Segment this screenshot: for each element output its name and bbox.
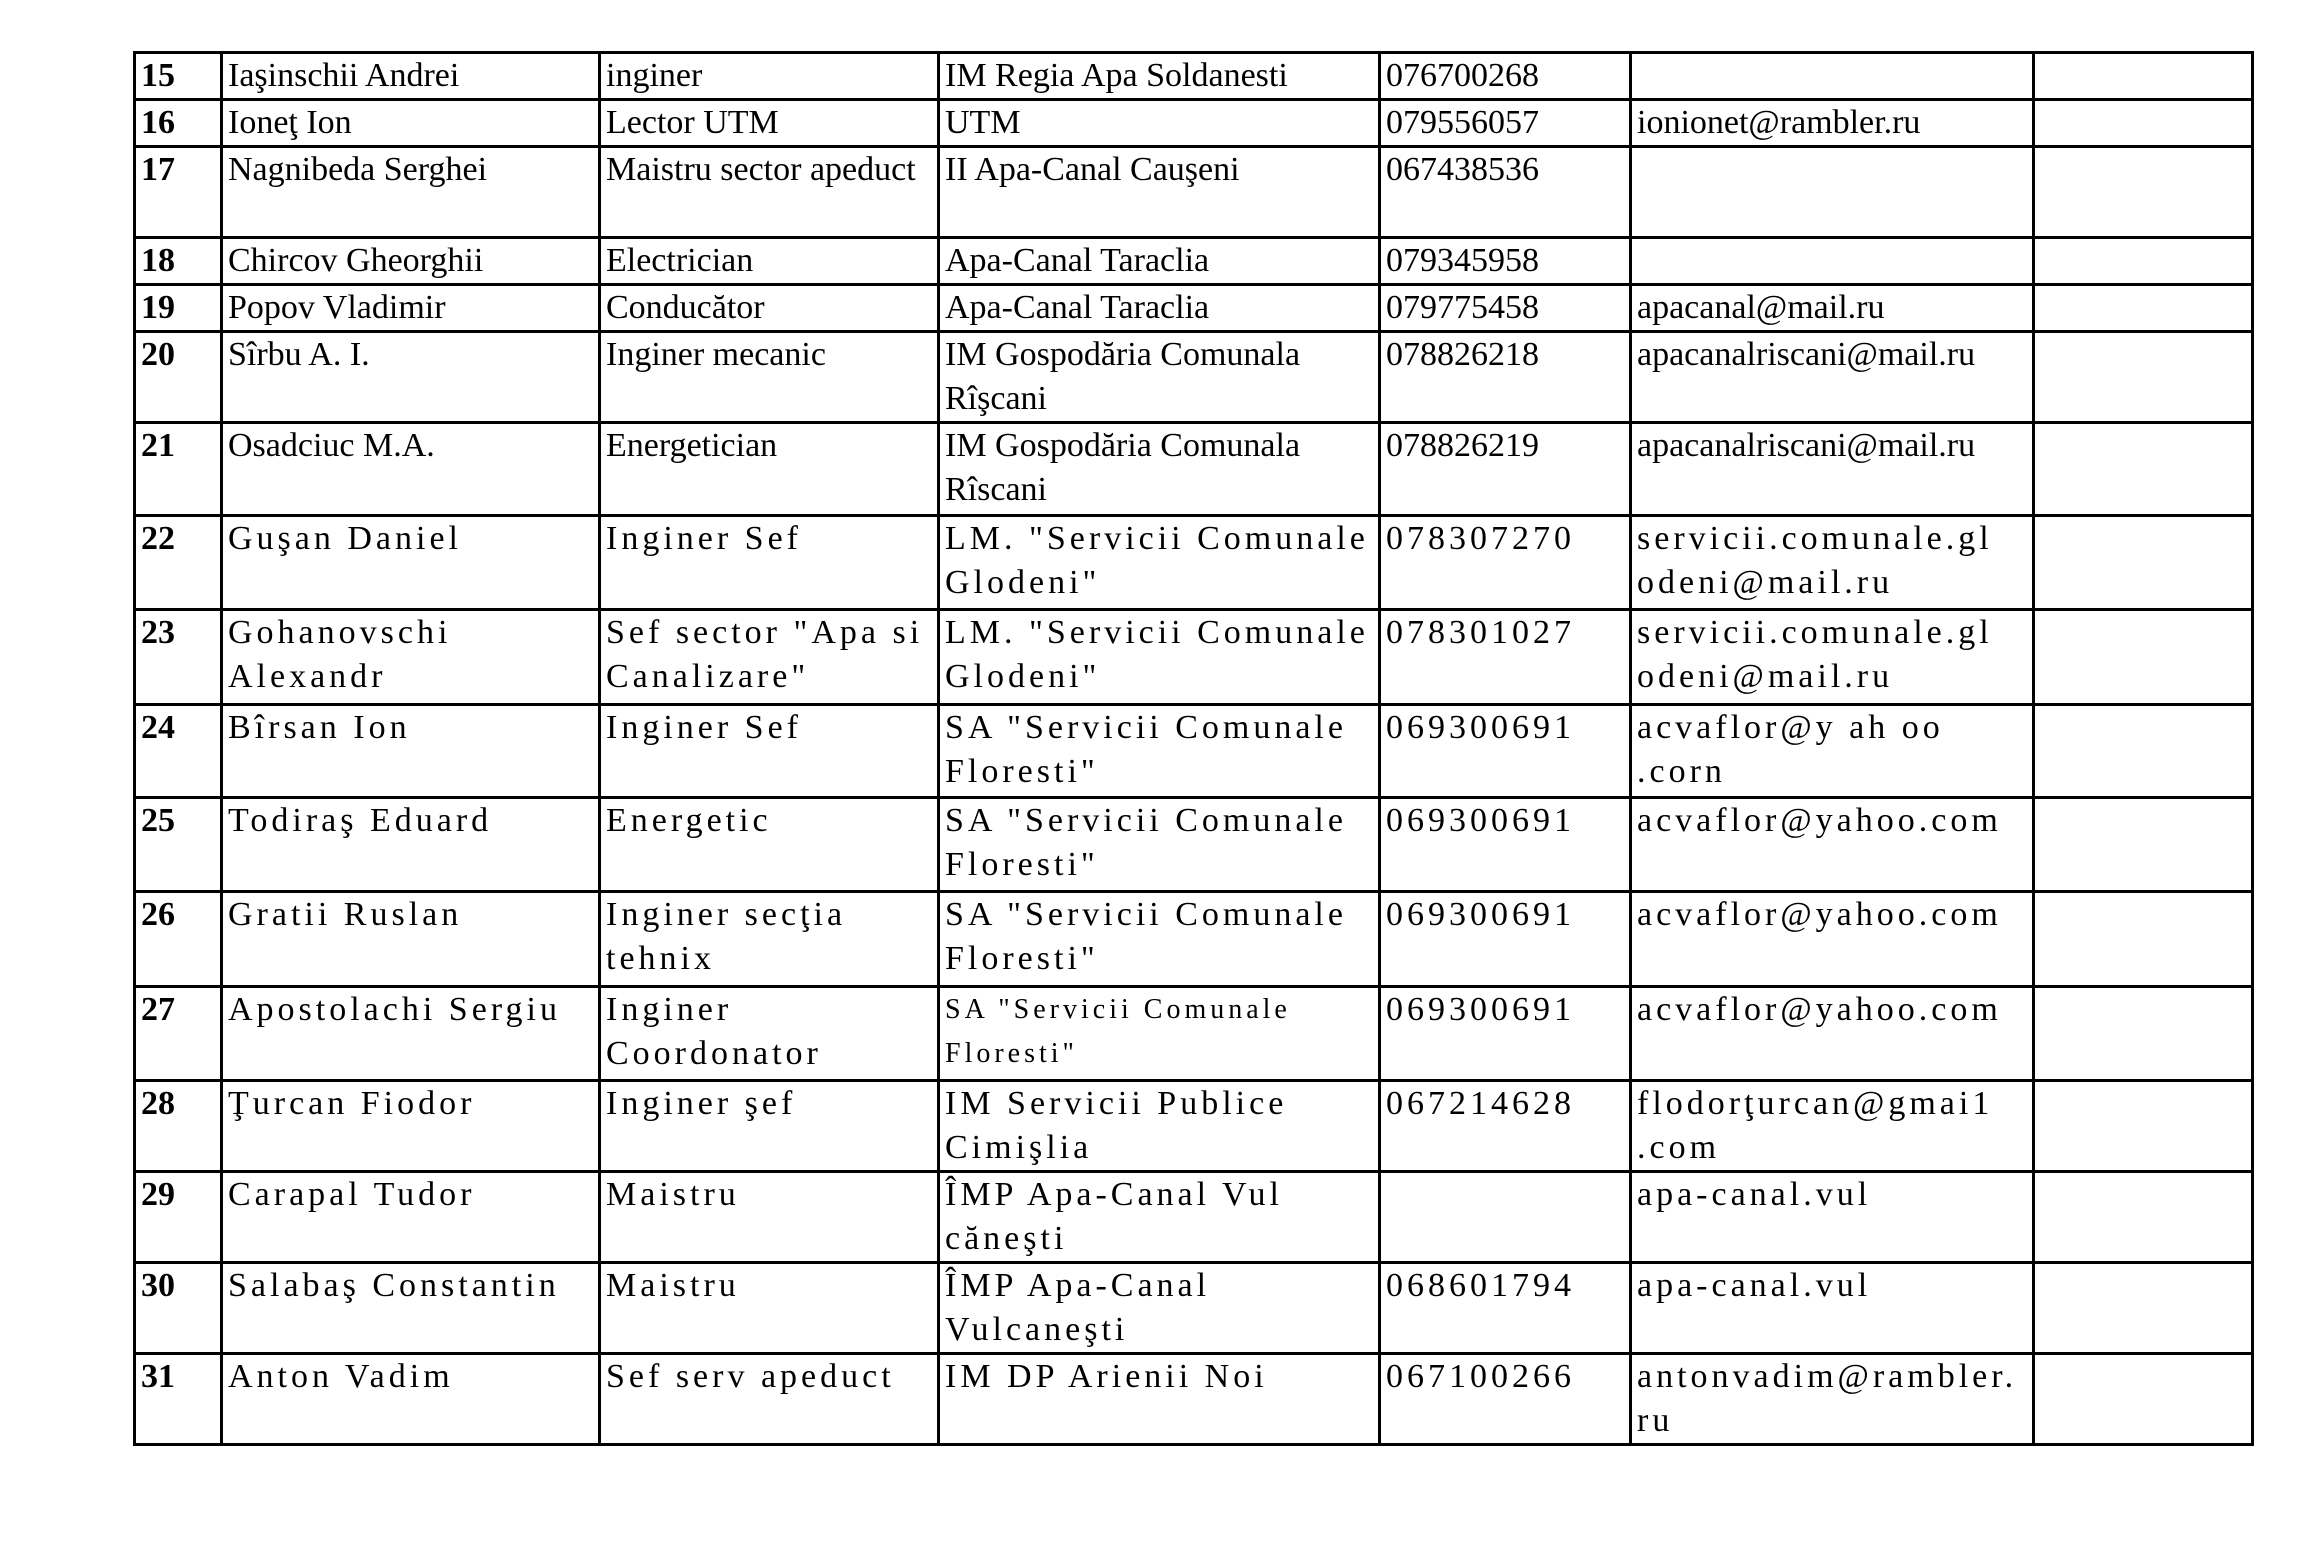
- person-position: Inginer Sef: [600, 516, 939, 610]
- person-name: Salabaş Constantin: [222, 1263, 600, 1354]
- email-address: apacanalriscani@mail.ru: [1631, 332, 2034, 423]
- phone-number: 068601794: [1380, 1263, 1631, 1354]
- person-position: Lector UTM: [600, 100, 939, 147]
- organization: LM. "Servicii Comunale Glodeni": [939, 610, 1380, 705]
- notes-cell: [2034, 610, 2253, 705]
- organization: II Apa-Canal Cauşeni: [939, 147, 1380, 238]
- table-row: [135, 1081, 2253, 1172]
- organization: SA "Servicii Comunale Floresti": [939, 798, 1380, 892]
- phone-number: 069300691: [1380, 705, 1631, 798]
- row-number: 24: [135, 705, 222, 798]
- row-number: 18: [135, 238, 222, 285]
- notes-cell: [2034, 892, 2253, 987]
- person-position: Maistru: [600, 1172, 939, 1263]
- phone-number: 067100266: [1380, 1354, 1631, 1445]
- row-number: 23: [135, 610, 222, 705]
- person-name: Ţurcan Fiodor: [222, 1081, 600, 1172]
- table-row: [135, 423, 2253, 516]
- person-name: Osadciuc M.A.: [222, 423, 600, 516]
- phone-number: 067214628: [1380, 1081, 1631, 1172]
- phone-number: 069300691: [1380, 798, 1631, 892]
- notes-cell: [2034, 516, 2253, 610]
- person-name: Bîrsan Ion: [222, 705, 600, 798]
- person-position: Sef serv apeduct: [600, 1354, 939, 1445]
- person-name: Chircov Gheorghii: [222, 238, 600, 285]
- table-row: [135, 1263, 2253, 1354]
- table-row: [135, 987, 2253, 1081]
- table-row: [135, 1172, 2253, 1263]
- email-address: flodorţurcan@gmai1 .com: [1631, 1081, 2034, 1172]
- person-name: Iaşinschii Andrei: [222, 53, 600, 100]
- phone-number: 078301027: [1380, 610, 1631, 705]
- person-position: inginer: [600, 53, 939, 100]
- table-row: [135, 798, 2253, 892]
- organization: IM Regia Apa Soldanesti: [939, 53, 1380, 100]
- email-address: ionionet@rambler.ru: [1631, 100, 2034, 147]
- organization: Apa-Canal Taraclia: [939, 285, 1380, 332]
- row-number: 30: [135, 1263, 222, 1354]
- person-name: Guşan Daniel: [222, 516, 600, 610]
- organization: Apa-Canal Taraclia: [939, 238, 1380, 285]
- person-name: Apostolachi Sergiu: [222, 987, 600, 1081]
- phone-number: 069300691: [1380, 892, 1631, 987]
- notes-cell: [2034, 332, 2253, 423]
- row-number: 31: [135, 1354, 222, 1445]
- table-row: [135, 892, 2253, 987]
- person-name: Nagnibeda Serghei: [222, 147, 600, 238]
- email-address: apa-canal.vul: [1631, 1263, 2034, 1354]
- row-number: 28: [135, 1081, 222, 1172]
- phone-number: 069300691: [1380, 987, 1631, 1081]
- email-address: [1631, 53, 2034, 100]
- phone-number: 079775458: [1380, 285, 1631, 332]
- table-row: [135, 516, 2253, 610]
- email-address: apacanal@mail.ru: [1631, 285, 2034, 332]
- row-number: 27: [135, 987, 222, 1081]
- phone-number: 078307270: [1380, 516, 1631, 610]
- row-number: 20: [135, 332, 222, 423]
- table-row: [135, 100, 2253, 147]
- notes-cell: [2034, 100, 2253, 147]
- table-row: [135, 705, 2253, 798]
- email-address: acvaflor@y ah oo .corn: [1631, 705, 2034, 798]
- organization: LM. "Servicii Comunale Glodeni": [939, 516, 1380, 610]
- table-row: [135, 285, 2253, 332]
- email-address: servicii.comunale.gl odeni@mail.ru: [1631, 516, 2034, 610]
- email-address: apacanalriscani@mail.ru: [1631, 423, 2034, 516]
- phone-number: 078826218: [1380, 332, 1631, 423]
- person-position: Inginer Coordonator: [600, 987, 939, 1081]
- email-address: antonvadim@rambler.ru: [1631, 1354, 2034, 1445]
- notes-cell: [2034, 423, 2253, 516]
- organization: SA "Servicii Comunale Floresti": [939, 987, 1380, 1081]
- organization: IM Gospodăria Comunala Rîscani: [939, 423, 1380, 516]
- notes-cell: [2034, 798, 2253, 892]
- person-name: Popov Vladimir: [222, 285, 600, 332]
- notes-cell: [2034, 53, 2253, 100]
- person-name: Ioneţ Ion: [222, 100, 600, 147]
- table-row: [135, 332, 2253, 423]
- person-position: Conducător: [600, 285, 939, 332]
- row-number: 22: [135, 516, 222, 610]
- email-address: [1631, 147, 2034, 238]
- person-position: Electrician: [600, 238, 939, 285]
- person-name: Gohanovschi Alexandr: [222, 610, 600, 705]
- row-number: 16: [135, 100, 222, 147]
- person-name: Todiraş Eduard: [222, 798, 600, 892]
- phone-number: 078826219: [1380, 423, 1631, 516]
- contacts-table: [133, 51, 2254, 1446]
- organization: SA "Servicii Comunale Floresti": [939, 892, 1380, 987]
- person-position: Inginer şef: [600, 1081, 939, 1172]
- organization: IM DP Arienii Noi: [939, 1354, 1380, 1445]
- person-name: Anton Vadim: [222, 1354, 600, 1445]
- notes-cell: [2034, 1263, 2253, 1354]
- phone-number: [1380, 1172, 1631, 1263]
- person-position: Inginer mecanic: [600, 332, 939, 423]
- table-row: [135, 53, 2253, 100]
- notes-cell: [2034, 1172, 2253, 1263]
- table-row: [135, 1354, 2253, 1445]
- person-position: Energetician: [600, 423, 939, 516]
- person-name: Gratii Ruslan: [222, 892, 600, 987]
- table-row: [135, 147, 2253, 238]
- row-number: 19: [135, 285, 222, 332]
- notes-cell: [2034, 285, 2253, 332]
- notes-cell: [2034, 238, 2253, 285]
- row-number: 17: [135, 147, 222, 238]
- organization: SA "Servicii Comunale Floresti": [939, 705, 1380, 798]
- person-position: Maistru: [600, 1263, 939, 1354]
- notes-cell: [2034, 705, 2253, 798]
- row-number: 15: [135, 53, 222, 100]
- phone-number: 076700268: [1380, 53, 1631, 100]
- person-position: Inginer secţia tehnix: [600, 892, 939, 987]
- notes-cell: [2034, 1354, 2253, 1445]
- person-position: Energetic: [600, 798, 939, 892]
- organization: IM Gospodăria Comunala Rîşcani: [939, 332, 1380, 423]
- organization: IM Servicii Publice Cimişlia: [939, 1081, 1380, 1172]
- email-address: acvaflor@yahoo.com: [1631, 798, 2034, 892]
- email-address: apa-canal.vul: [1631, 1172, 2034, 1263]
- notes-cell: [2034, 1081, 2253, 1172]
- table-row: [135, 238, 2253, 285]
- row-number: 26: [135, 892, 222, 987]
- notes-cell: [2034, 987, 2253, 1081]
- row-number: 25: [135, 798, 222, 892]
- person-position: Inginer Sef: [600, 705, 939, 798]
- organization: ÎMP Apa-Canal Vul căneşti: [939, 1172, 1380, 1263]
- row-number: 29: [135, 1172, 222, 1263]
- phone-number: 079345958: [1380, 238, 1631, 285]
- email-address: acvaflor@yahoo.com: [1631, 987, 2034, 1081]
- email-address: [1631, 238, 2034, 285]
- row-number: 21: [135, 423, 222, 516]
- table-row: [135, 610, 2253, 705]
- phone-number: 067438536: [1380, 147, 1631, 238]
- organization: UTM: [939, 100, 1380, 147]
- phone-number: 079556057: [1380, 100, 1631, 147]
- person-name: Sîrbu A. I.: [222, 332, 600, 423]
- person-position: Maistru sector apeduct: [600, 147, 939, 238]
- person-name: Carapal Tudor: [222, 1172, 600, 1263]
- email-address: acvaflor@yahoo.com: [1631, 892, 2034, 987]
- person-position: Sef sector "Apa si Canalizare": [600, 610, 939, 705]
- organization: ÎMP Apa-Canal Vulcaneşti: [939, 1263, 1380, 1354]
- email-address: servicii.comunale.gl odeni@mail.ru: [1631, 610, 2034, 705]
- notes-cell: [2034, 147, 2253, 238]
